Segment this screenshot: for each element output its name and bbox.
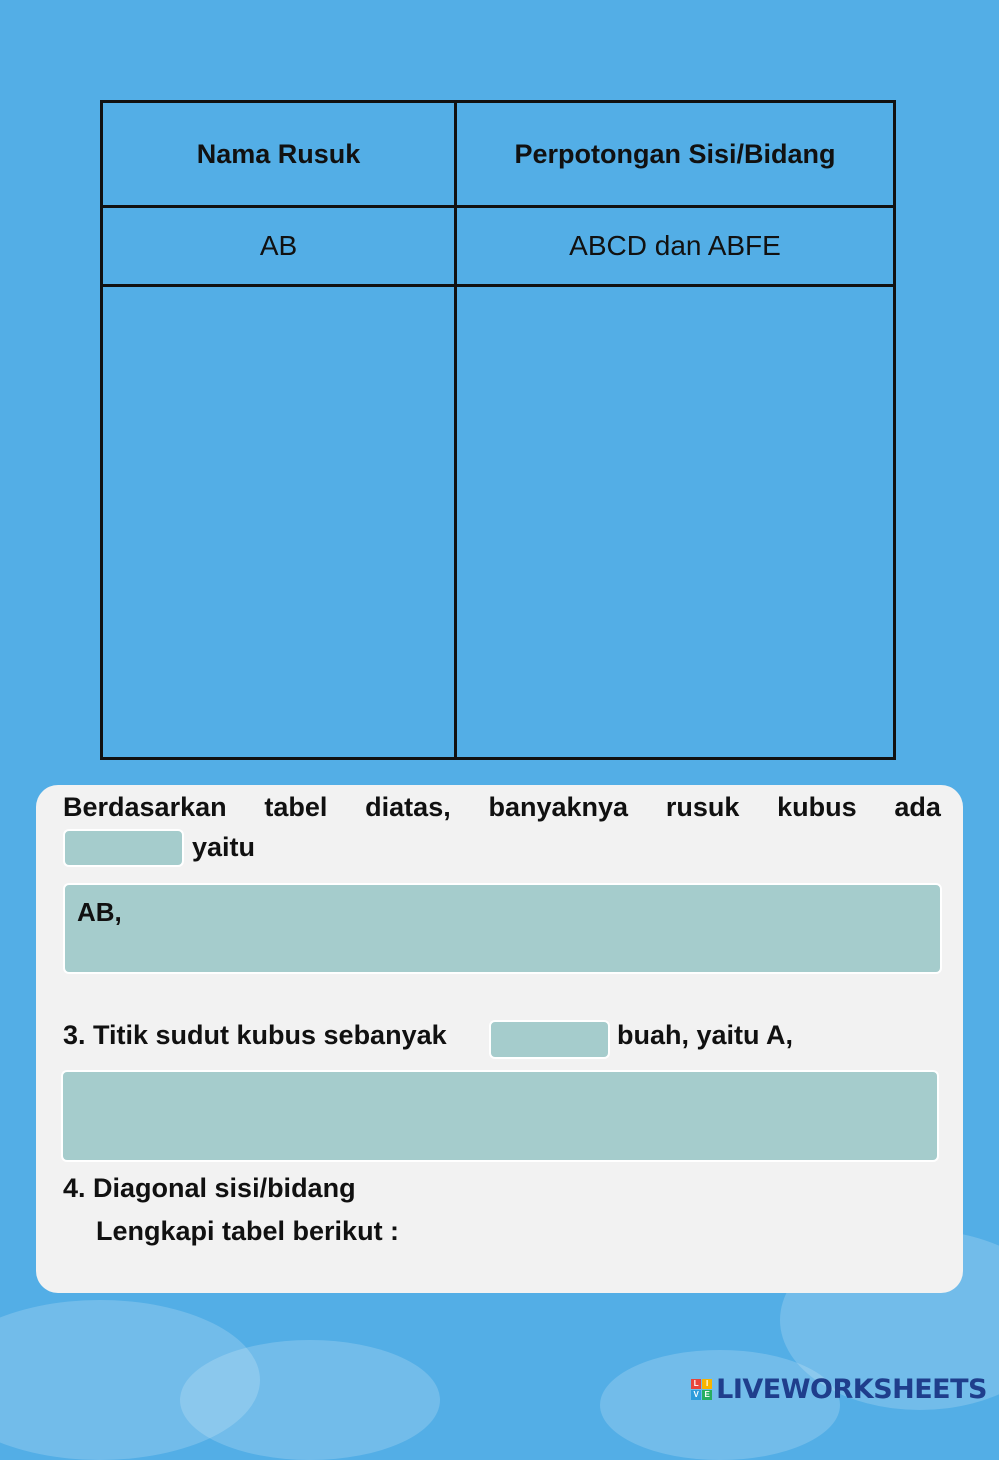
liveworksheets-logo-icon xyxy=(691,1379,712,1400)
question2-word: rusuk xyxy=(665,792,740,822)
question2-text xyxy=(63,792,941,823)
vertex-count-input[interactable] xyxy=(489,1020,610,1059)
question3-after-blank: buah, yaitu A, xyxy=(617,1020,794,1050)
edge-count-input[interactable] xyxy=(63,829,184,867)
question2-word: ada xyxy=(894,792,941,822)
cloud-decoration xyxy=(180,1340,440,1460)
logo-letter: L xyxy=(691,1379,701,1389)
edge-table xyxy=(100,100,896,760)
logo-letter: I xyxy=(702,1379,712,1389)
question2-word: Berdasarkan xyxy=(63,792,227,822)
question2-word: banyaknya xyxy=(488,792,629,822)
table-cell-edge: AB xyxy=(259,230,298,261)
table-empty-answer-area[interactable] xyxy=(457,287,893,757)
logo-letter: V xyxy=(691,1390,701,1400)
table-header-edge-name: Nama Rusuk xyxy=(196,138,361,169)
logo-letter: E xyxy=(702,1390,712,1400)
question3-text: 3. Titik sudut kubus sebanyak xyxy=(63,1020,447,1050)
cloud-decoration xyxy=(600,1350,840,1460)
logo-text: LIVEWORKSHEETS xyxy=(716,1374,987,1405)
question4-instruction: Lengkapi tabel berikut : xyxy=(96,1216,400,1246)
question2-word: kubus xyxy=(777,792,857,822)
vertex-list-input[interactable] xyxy=(61,1070,939,1162)
liveworksheets-logo xyxy=(691,1374,987,1405)
table-empty-answer-area[interactable] xyxy=(103,287,454,757)
question4-title: 4. Diagonal sisi/bidang xyxy=(63,1173,356,1203)
table-header-intersection: Perpotongan Sisi/Bidang xyxy=(514,138,836,169)
question2-after-blank: yaitu xyxy=(192,832,256,862)
question2-word: diatas, xyxy=(365,792,451,822)
table-cell-intersection: ABCD dan ABFE xyxy=(569,230,781,261)
edge-list-input[interactable]: AB, xyxy=(63,883,942,974)
question2-word: tabel xyxy=(264,792,328,822)
